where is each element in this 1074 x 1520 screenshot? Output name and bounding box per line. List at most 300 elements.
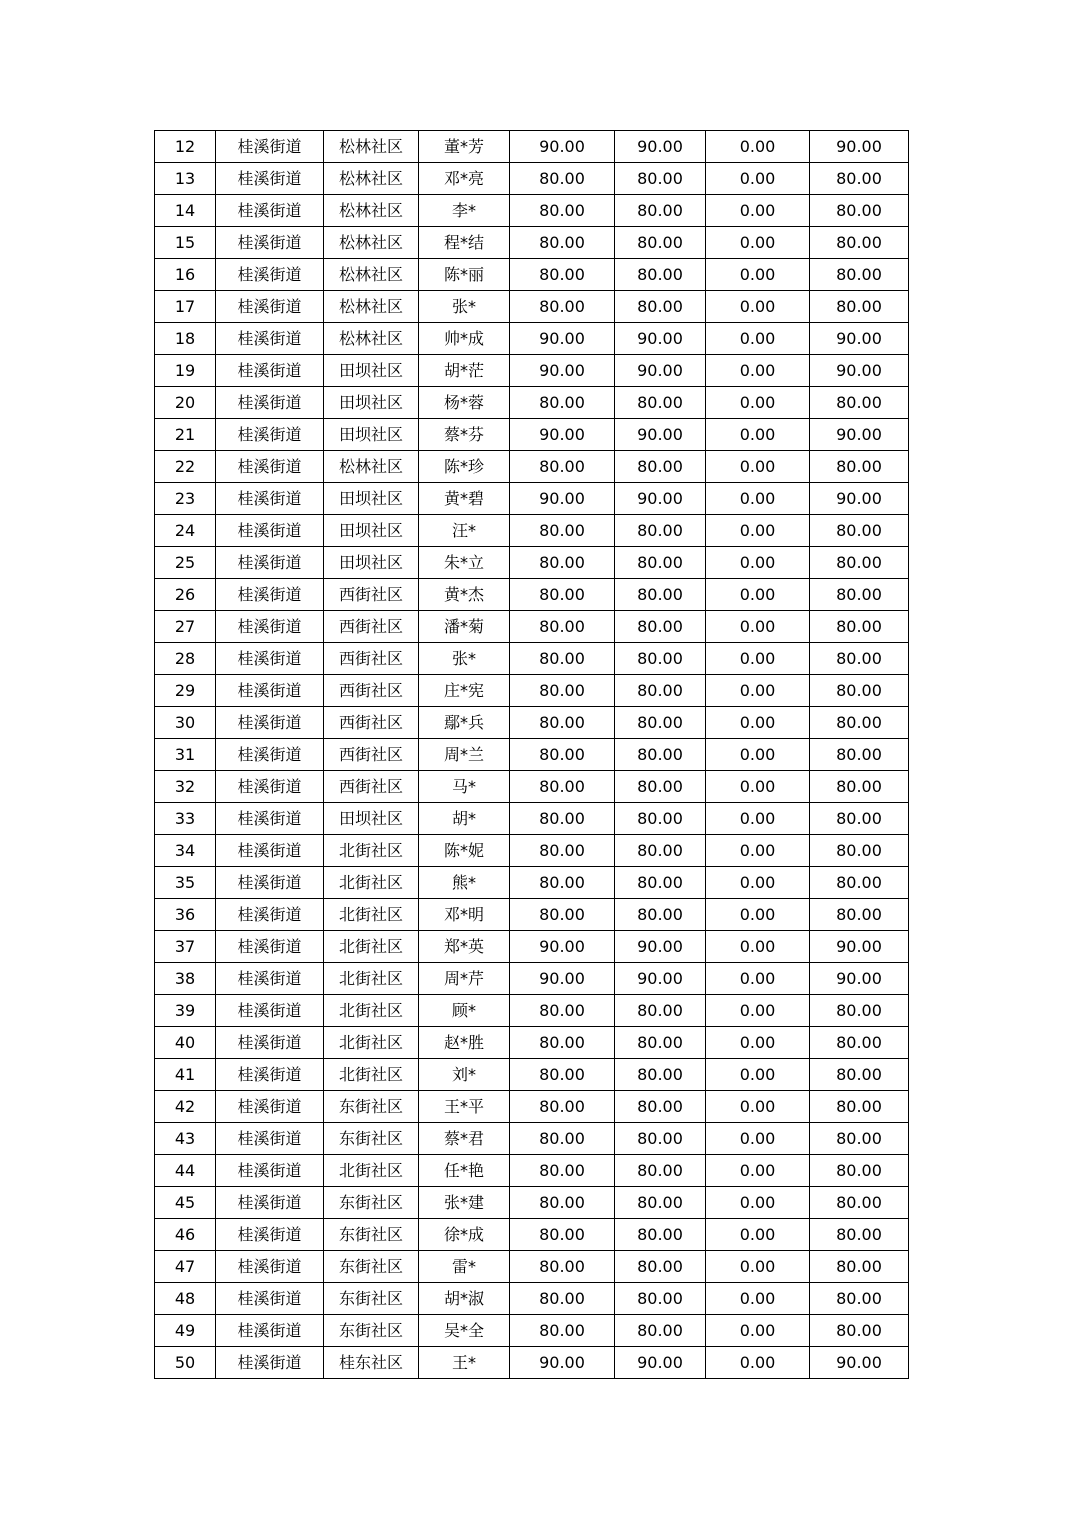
amount-cell-4: 80.00 bbox=[810, 451, 909, 483]
street-cell: 桂溪街道 bbox=[216, 707, 324, 739]
community-cell: 东街社区 bbox=[324, 1187, 419, 1219]
row-number-cell: 46 bbox=[155, 1219, 216, 1251]
table-row bbox=[155, 547, 909, 579]
amount-cell-1: 80.00 bbox=[510, 195, 615, 227]
community-cell: 西街社区 bbox=[324, 675, 419, 707]
community-cell: 松林社区 bbox=[324, 195, 419, 227]
amount-cell-4: 80.00 bbox=[810, 195, 909, 227]
amount-cell-1: 80.00 bbox=[510, 1155, 615, 1187]
community-cell: 东街社区 bbox=[324, 1315, 419, 1347]
table-row bbox=[155, 1347, 909, 1379]
amount-cell-4: 80.00 bbox=[810, 739, 909, 771]
amount-cell-1: 90.00 bbox=[510, 131, 615, 163]
street-cell: 桂溪街道 bbox=[216, 867, 324, 899]
amount-cell-1: 90.00 bbox=[510, 1347, 615, 1379]
name-cell: 蔡*君 bbox=[419, 1123, 510, 1155]
amount-cell-4: 90.00 bbox=[810, 483, 909, 515]
community-cell: 北街社区 bbox=[324, 899, 419, 931]
amount-cell-2: 80.00 bbox=[615, 1187, 706, 1219]
table-row bbox=[155, 675, 909, 707]
amount-cell-2: 80.00 bbox=[615, 163, 706, 195]
row-number-cell: 17 bbox=[155, 291, 216, 323]
name-cell: 张* bbox=[419, 643, 510, 675]
row-number-cell: 26 bbox=[155, 579, 216, 611]
community-cell: 北街社区 bbox=[324, 931, 419, 963]
amount-cell-4: 90.00 bbox=[810, 419, 909, 451]
row-number-cell: 45 bbox=[155, 1187, 216, 1219]
name-cell: 鄢*兵 bbox=[419, 707, 510, 739]
amount-cell-2: 80.00 bbox=[615, 835, 706, 867]
row-number-cell: 43 bbox=[155, 1123, 216, 1155]
table-row bbox=[155, 1315, 909, 1347]
amount-cell-2: 80.00 bbox=[615, 195, 706, 227]
row-number-cell: 34 bbox=[155, 835, 216, 867]
table-row bbox=[155, 579, 909, 611]
amount-cell-3: 0.00 bbox=[706, 643, 810, 675]
table-row bbox=[155, 931, 909, 963]
row-number-cell: 40 bbox=[155, 1027, 216, 1059]
amount-cell-2: 80.00 bbox=[615, 1027, 706, 1059]
row-number-cell: 22 bbox=[155, 451, 216, 483]
street-cell: 桂溪街道 bbox=[216, 963, 324, 995]
amount-cell-2: 80.00 bbox=[615, 867, 706, 899]
table-row bbox=[155, 419, 909, 451]
row-number-cell: 42 bbox=[155, 1091, 216, 1123]
name-cell: 黄*碧 bbox=[419, 483, 510, 515]
amount-cell-1: 80.00 bbox=[510, 1315, 615, 1347]
table-row bbox=[155, 899, 909, 931]
name-cell: 朱*立 bbox=[419, 547, 510, 579]
row-number-cell: 47 bbox=[155, 1251, 216, 1283]
amount-cell-1: 80.00 bbox=[510, 1283, 615, 1315]
street-cell: 桂溪街道 bbox=[216, 515, 324, 547]
amount-cell-2: 80.00 bbox=[615, 707, 706, 739]
amount-cell-3: 0.00 bbox=[706, 867, 810, 899]
amount-cell-4: 80.00 bbox=[810, 995, 909, 1027]
community-cell: 东街社区 bbox=[324, 1251, 419, 1283]
name-cell: 赵*胜 bbox=[419, 1027, 510, 1059]
street-cell: 桂溪街道 bbox=[216, 1251, 324, 1283]
table-row bbox=[155, 739, 909, 771]
community-cell: 田坝社区 bbox=[324, 419, 419, 451]
name-cell: 邓*亮 bbox=[419, 163, 510, 195]
street-cell: 桂溪街道 bbox=[216, 611, 324, 643]
amount-cell-3: 0.00 bbox=[706, 579, 810, 611]
table-row bbox=[155, 643, 909, 675]
name-cell: 周*芹 bbox=[419, 963, 510, 995]
amount-cell-3: 0.00 bbox=[706, 419, 810, 451]
community-cell: 松林社区 bbox=[324, 291, 419, 323]
amount-cell-3: 0.00 bbox=[706, 675, 810, 707]
community-cell: 田坝社区 bbox=[324, 387, 419, 419]
amount-cell-2: 90.00 bbox=[615, 483, 706, 515]
amount-cell-4: 80.00 bbox=[810, 771, 909, 803]
row-number-cell: 23 bbox=[155, 483, 216, 515]
community-cell: 北街社区 bbox=[324, 995, 419, 1027]
table-row bbox=[155, 259, 909, 291]
amount-cell-1: 90.00 bbox=[510, 419, 615, 451]
amount-cell-1: 80.00 bbox=[510, 259, 615, 291]
street-cell: 桂溪街道 bbox=[216, 1315, 324, 1347]
table-row bbox=[155, 803, 909, 835]
table-row bbox=[155, 355, 909, 387]
amount-cell-1: 80.00 bbox=[510, 387, 615, 419]
row-number-cell: 29 bbox=[155, 675, 216, 707]
community-cell: 田坝社区 bbox=[324, 515, 419, 547]
amount-cell-1: 80.00 bbox=[510, 1219, 615, 1251]
community-cell: 东街社区 bbox=[324, 1219, 419, 1251]
amount-cell-3: 0.00 bbox=[706, 899, 810, 931]
amount-cell-4: 80.00 bbox=[810, 899, 909, 931]
amount-cell-1: 80.00 bbox=[510, 1091, 615, 1123]
table-row bbox=[155, 1059, 909, 1091]
community-cell: 西街社区 bbox=[324, 611, 419, 643]
amount-cell-3: 0.00 bbox=[706, 771, 810, 803]
amount-cell-2: 80.00 bbox=[615, 387, 706, 419]
amount-cell-2: 80.00 bbox=[615, 1283, 706, 1315]
community-cell: 松林社区 bbox=[324, 451, 419, 483]
street-cell: 桂溪街道 bbox=[216, 419, 324, 451]
row-number-cell: 27 bbox=[155, 611, 216, 643]
amount-cell-2: 90.00 bbox=[615, 323, 706, 355]
street-cell: 桂溪街道 bbox=[216, 387, 324, 419]
row-number-cell: 35 bbox=[155, 867, 216, 899]
amount-cell-3: 0.00 bbox=[706, 131, 810, 163]
amount-cell-4: 90.00 bbox=[810, 355, 909, 387]
amount-cell-4: 80.00 bbox=[810, 1123, 909, 1155]
table-row bbox=[155, 1027, 909, 1059]
community-cell: 东街社区 bbox=[324, 1283, 419, 1315]
community-cell: 西街社区 bbox=[324, 579, 419, 611]
name-cell: 郑*英 bbox=[419, 931, 510, 963]
community-cell: 北街社区 bbox=[324, 867, 419, 899]
amount-cell-1: 80.00 bbox=[510, 803, 615, 835]
name-cell: 胡* bbox=[419, 803, 510, 835]
name-cell: 张* bbox=[419, 291, 510, 323]
amount-cell-1: 80.00 bbox=[510, 867, 615, 899]
street-cell: 桂溪街道 bbox=[216, 1347, 324, 1379]
table-row bbox=[155, 835, 909, 867]
amount-cell-3: 0.00 bbox=[706, 1283, 810, 1315]
row-number-cell: 28 bbox=[155, 643, 216, 675]
amount-cell-3: 0.00 bbox=[706, 451, 810, 483]
community-cell: 松林社区 bbox=[324, 227, 419, 259]
amount-cell-4: 80.00 bbox=[810, 1187, 909, 1219]
amount-cell-2: 80.00 bbox=[615, 547, 706, 579]
table-row bbox=[155, 227, 909, 259]
amount-cell-1: 80.00 bbox=[510, 771, 615, 803]
amount-cell-3: 0.00 bbox=[706, 995, 810, 1027]
amount-cell-4: 80.00 bbox=[810, 835, 909, 867]
name-cell: 程*结 bbox=[419, 227, 510, 259]
street-cell: 桂溪街道 bbox=[216, 1155, 324, 1187]
row-number-cell: 36 bbox=[155, 899, 216, 931]
amount-cell-4: 80.00 bbox=[810, 1219, 909, 1251]
row-number-cell: 49 bbox=[155, 1315, 216, 1347]
row-number-cell: 41 bbox=[155, 1059, 216, 1091]
amount-cell-2: 80.00 bbox=[615, 1123, 706, 1155]
row-number-cell: 33 bbox=[155, 803, 216, 835]
name-cell: 杨*蓉 bbox=[419, 387, 510, 419]
community-cell: 北街社区 bbox=[324, 1155, 419, 1187]
table-row bbox=[155, 1219, 909, 1251]
name-cell: 熊* bbox=[419, 867, 510, 899]
street-cell: 桂溪街道 bbox=[216, 675, 324, 707]
street-cell: 桂溪街道 bbox=[216, 803, 324, 835]
street-cell: 桂溪街道 bbox=[216, 931, 324, 963]
amount-cell-2: 80.00 bbox=[615, 675, 706, 707]
row-number-cell: 24 bbox=[155, 515, 216, 547]
amount-cell-1: 90.00 bbox=[510, 963, 615, 995]
amount-cell-3: 0.00 bbox=[706, 803, 810, 835]
amount-cell-1: 80.00 bbox=[510, 451, 615, 483]
amount-cell-4: 80.00 bbox=[810, 1027, 909, 1059]
amount-cell-1: 80.00 bbox=[510, 291, 615, 323]
amount-cell-2: 80.00 bbox=[615, 739, 706, 771]
amount-cell-4: 90.00 bbox=[810, 931, 909, 963]
amount-cell-2: 80.00 bbox=[615, 515, 706, 547]
amount-cell-2: 80.00 bbox=[615, 579, 706, 611]
name-cell: 帅*成 bbox=[419, 323, 510, 355]
street-cell: 桂溪街道 bbox=[216, 483, 324, 515]
community-cell: 东街社区 bbox=[324, 1091, 419, 1123]
name-cell: 顾* bbox=[419, 995, 510, 1027]
amount-cell-4: 80.00 bbox=[810, 1251, 909, 1283]
street-cell: 桂溪街道 bbox=[216, 131, 324, 163]
amount-cell-3: 0.00 bbox=[706, 611, 810, 643]
amount-cell-4: 80.00 bbox=[810, 1091, 909, 1123]
amount-cell-4: 90.00 bbox=[810, 1347, 909, 1379]
street-cell: 桂溪街道 bbox=[216, 1059, 324, 1091]
amount-cell-1: 80.00 bbox=[510, 835, 615, 867]
data-table bbox=[154, 130, 909, 1379]
name-cell: 李* bbox=[419, 195, 510, 227]
amount-cell-4: 90.00 bbox=[810, 323, 909, 355]
amount-cell-3: 0.00 bbox=[706, 707, 810, 739]
amount-cell-3: 0.00 bbox=[706, 387, 810, 419]
amount-cell-3: 0.00 bbox=[706, 355, 810, 387]
name-cell: 蔡*芬 bbox=[419, 419, 510, 451]
amount-cell-4: 90.00 bbox=[810, 963, 909, 995]
amount-cell-3: 0.00 bbox=[706, 1187, 810, 1219]
amount-cell-4: 80.00 bbox=[810, 1059, 909, 1091]
row-number-cell: 25 bbox=[155, 547, 216, 579]
amount-cell-2: 80.00 bbox=[615, 227, 706, 259]
street-cell: 桂溪街道 bbox=[216, 643, 324, 675]
community-cell: 北街社区 bbox=[324, 1059, 419, 1091]
row-number-cell: 18 bbox=[155, 323, 216, 355]
amount-cell-4: 80.00 bbox=[810, 227, 909, 259]
community-cell: 松林社区 bbox=[324, 131, 419, 163]
row-number-cell: 50 bbox=[155, 1347, 216, 1379]
amount-cell-3: 0.00 bbox=[706, 547, 810, 579]
amount-cell-1: 90.00 bbox=[510, 323, 615, 355]
street-cell: 桂溪街道 bbox=[216, 451, 324, 483]
table-row bbox=[155, 1155, 909, 1187]
street-cell: 桂溪街道 bbox=[216, 1187, 324, 1219]
amount-cell-3: 0.00 bbox=[706, 1027, 810, 1059]
table-row bbox=[155, 195, 909, 227]
amount-cell-2: 90.00 bbox=[615, 931, 706, 963]
street-cell: 桂溪街道 bbox=[216, 323, 324, 355]
amount-cell-1: 80.00 bbox=[510, 1251, 615, 1283]
amount-cell-1: 80.00 bbox=[510, 515, 615, 547]
amount-cell-4: 80.00 bbox=[810, 579, 909, 611]
amount-cell-4: 80.00 bbox=[810, 707, 909, 739]
name-cell: 邓*明 bbox=[419, 899, 510, 931]
name-cell: 任*艳 bbox=[419, 1155, 510, 1187]
street-cell: 桂溪街道 bbox=[216, 1219, 324, 1251]
row-number-cell: 19 bbox=[155, 355, 216, 387]
street-cell: 桂溪街道 bbox=[216, 163, 324, 195]
table-row bbox=[155, 1283, 909, 1315]
amount-cell-3: 0.00 bbox=[706, 195, 810, 227]
amount-cell-2: 80.00 bbox=[615, 1251, 706, 1283]
amount-cell-3: 0.00 bbox=[706, 1251, 810, 1283]
amount-cell-3: 0.00 bbox=[706, 835, 810, 867]
amount-cell-4: 80.00 bbox=[810, 675, 909, 707]
street-cell: 桂溪街道 bbox=[216, 579, 324, 611]
street-cell: 桂溪街道 bbox=[216, 1091, 324, 1123]
amount-cell-3: 0.00 bbox=[706, 1123, 810, 1155]
street-cell: 桂溪街道 bbox=[216, 771, 324, 803]
table-row bbox=[155, 387, 909, 419]
amount-cell-2: 80.00 bbox=[615, 611, 706, 643]
amount-cell-2: 90.00 bbox=[615, 963, 706, 995]
name-cell: 庄*宪 bbox=[419, 675, 510, 707]
amount-cell-1: 80.00 bbox=[510, 547, 615, 579]
table-row bbox=[155, 163, 909, 195]
amount-cell-1: 90.00 bbox=[510, 355, 615, 387]
amount-cell-4: 80.00 bbox=[810, 547, 909, 579]
amount-cell-1: 80.00 bbox=[510, 1123, 615, 1155]
name-cell: 黄*杰 bbox=[419, 579, 510, 611]
amount-cell-1: 80.00 bbox=[510, 227, 615, 259]
row-number-cell: 48 bbox=[155, 1283, 216, 1315]
street-cell: 桂溪街道 bbox=[216, 739, 324, 771]
amount-cell-2: 80.00 bbox=[615, 1155, 706, 1187]
community-cell: 西街社区 bbox=[324, 771, 419, 803]
table-row bbox=[155, 291, 909, 323]
amount-cell-2: 80.00 bbox=[615, 643, 706, 675]
community-cell: 西街社区 bbox=[324, 707, 419, 739]
amount-cell-2: 80.00 bbox=[615, 771, 706, 803]
amount-cell-2: 90.00 bbox=[615, 1347, 706, 1379]
street-cell: 桂溪街道 bbox=[216, 547, 324, 579]
amount-cell-4: 80.00 bbox=[810, 1315, 909, 1347]
row-number-cell: 30 bbox=[155, 707, 216, 739]
name-cell: 张*建 bbox=[419, 1187, 510, 1219]
amount-cell-2: 80.00 bbox=[615, 1091, 706, 1123]
name-cell: 雷* bbox=[419, 1251, 510, 1283]
community-cell: 田坝社区 bbox=[324, 547, 419, 579]
community-cell: 西街社区 bbox=[324, 643, 419, 675]
amount-cell-4: 80.00 bbox=[810, 611, 909, 643]
row-number-cell: 15 bbox=[155, 227, 216, 259]
table-row bbox=[155, 515, 909, 547]
amount-cell-1: 80.00 bbox=[510, 995, 615, 1027]
row-number-cell: 20 bbox=[155, 387, 216, 419]
amount-cell-1: 80.00 bbox=[510, 643, 615, 675]
name-cell: 胡*淑 bbox=[419, 1283, 510, 1315]
amount-cell-2: 80.00 bbox=[615, 995, 706, 1027]
amount-cell-1: 80.00 bbox=[510, 1059, 615, 1091]
amount-cell-3: 0.00 bbox=[706, 1315, 810, 1347]
community-cell: 田坝社区 bbox=[324, 483, 419, 515]
street-cell: 桂溪街道 bbox=[216, 1027, 324, 1059]
amount-cell-4: 80.00 bbox=[810, 1283, 909, 1315]
table-row bbox=[155, 131, 909, 163]
row-number-cell: 38 bbox=[155, 963, 216, 995]
table-row bbox=[155, 1187, 909, 1219]
row-number-cell: 39 bbox=[155, 995, 216, 1027]
table-row bbox=[155, 1123, 909, 1155]
row-number-cell: 12 bbox=[155, 131, 216, 163]
row-number-cell: 21 bbox=[155, 419, 216, 451]
row-number-cell: 16 bbox=[155, 259, 216, 291]
name-cell: 胡*茫 bbox=[419, 355, 510, 387]
amount-cell-2: 80.00 bbox=[615, 259, 706, 291]
amount-cell-1: 90.00 bbox=[510, 483, 615, 515]
amount-cell-1: 80.00 bbox=[510, 163, 615, 195]
table-row bbox=[155, 611, 909, 643]
name-cell: 陈*妮 bbox=[419, 835, 510, 867]
amount-cell-1: 80.00 bbox=[510, 707, 615, 739]
row-number-cell: 14 bbox=[155, 195, 216, 227]
row-number-cell: 37 bbox=[155, 931, 216, 963]
amount-cell-3: 0.00 bbox=[706, 963, 810, 995]
amount-cell-2: 90.00 bbox=[615, 355, 706, 387]
table-row bbox=[155, 451, 909, 483]
street-cell: 桂溪街道 bbox=[216, 227, 324, 259]
amount-cell-1: 80.00 bbox=[510, 899, 615, 931]
amount-cell-1: 80.00 bbox=[510, 1027, 615, 1059]
name-cell: 汪* bbox=[419, 515, 510, 547]
amount-cell-1: 80.00 bbox=[510, 675, 615, 707]
amount-cell-2: 80.00 bbox=[615, 803, 706, 835]
community-cell: 松林社区 bbox=[324, 163, 419, 195]
amount-cell-4: 80.00 bbox=[810, 291, 909, 323]
name-cell: 王*平 bbox=[419, 1091, 510, 1123]
street-cell: 桂溪街道 bbox=[216, 899, 324, 931]
name-cell: 徐*成 bbox=[419, 1219, 510, 1251]
table-row bbox=[155, 707, 909, 739]
street-cell: 桂溪街道 bbox=[216, 1283, 324, 1315]
amount-cell-2: 80.00 bbox=[615, 451, 706, 483]
street-cell: 桂溪街道 bbox=[216, 835, 324, 867]
amount-cell-2: 80.00 bbox=[615, 291, 706, 323]
name-cell: 潘*菊 bbox=[419, 611, 510, 643]
table-body bbox=[155, 131, 909, 1379]
community-cell: 东街社区 bbox=[324, 1123, 419, 1155]
community-cell: 松林社区 bbox=[324, 323, 419, 355]
name-cell: 周*兰 bbox=[419, 739, 510, 771]
amount-cell-4: 80.00 bbox=[810, 259, 909, 291]
amount-cell-1: 90.00 bbox=[510, 931, 615, 963]
amount-cell-3: 0.00 bbox=[706, 163, 810, 195]
amount-cell-3: 0.00 bbox=[706, 1155, 810, 1187]
street-cell: 桂溪街道 bbox=[216, 195, 324, 227]
table-row bbox=[155, 1251, 909, 1283]
amount-cell-3: 0.00 bbox=[706, 323, 810, 355]
amount-cell-3: 0.00 bbox=[706, 259, 810, 291]
amount-cell-2: 80.00 bbox=[615, 1315, 706, 1347]
name-cell: 刘* bbox=[419, 1059, 510, 1091]
amount-cell-3: 0.00 bbox=[706, 227, 810, 259]
name-cell: 王* bbox=[419, 1347, 510, 1379]
community-cell: 田坝社区 bbox=[324, 355, 419, 387]
table-row bbox=[155, 483, 909, 515]
